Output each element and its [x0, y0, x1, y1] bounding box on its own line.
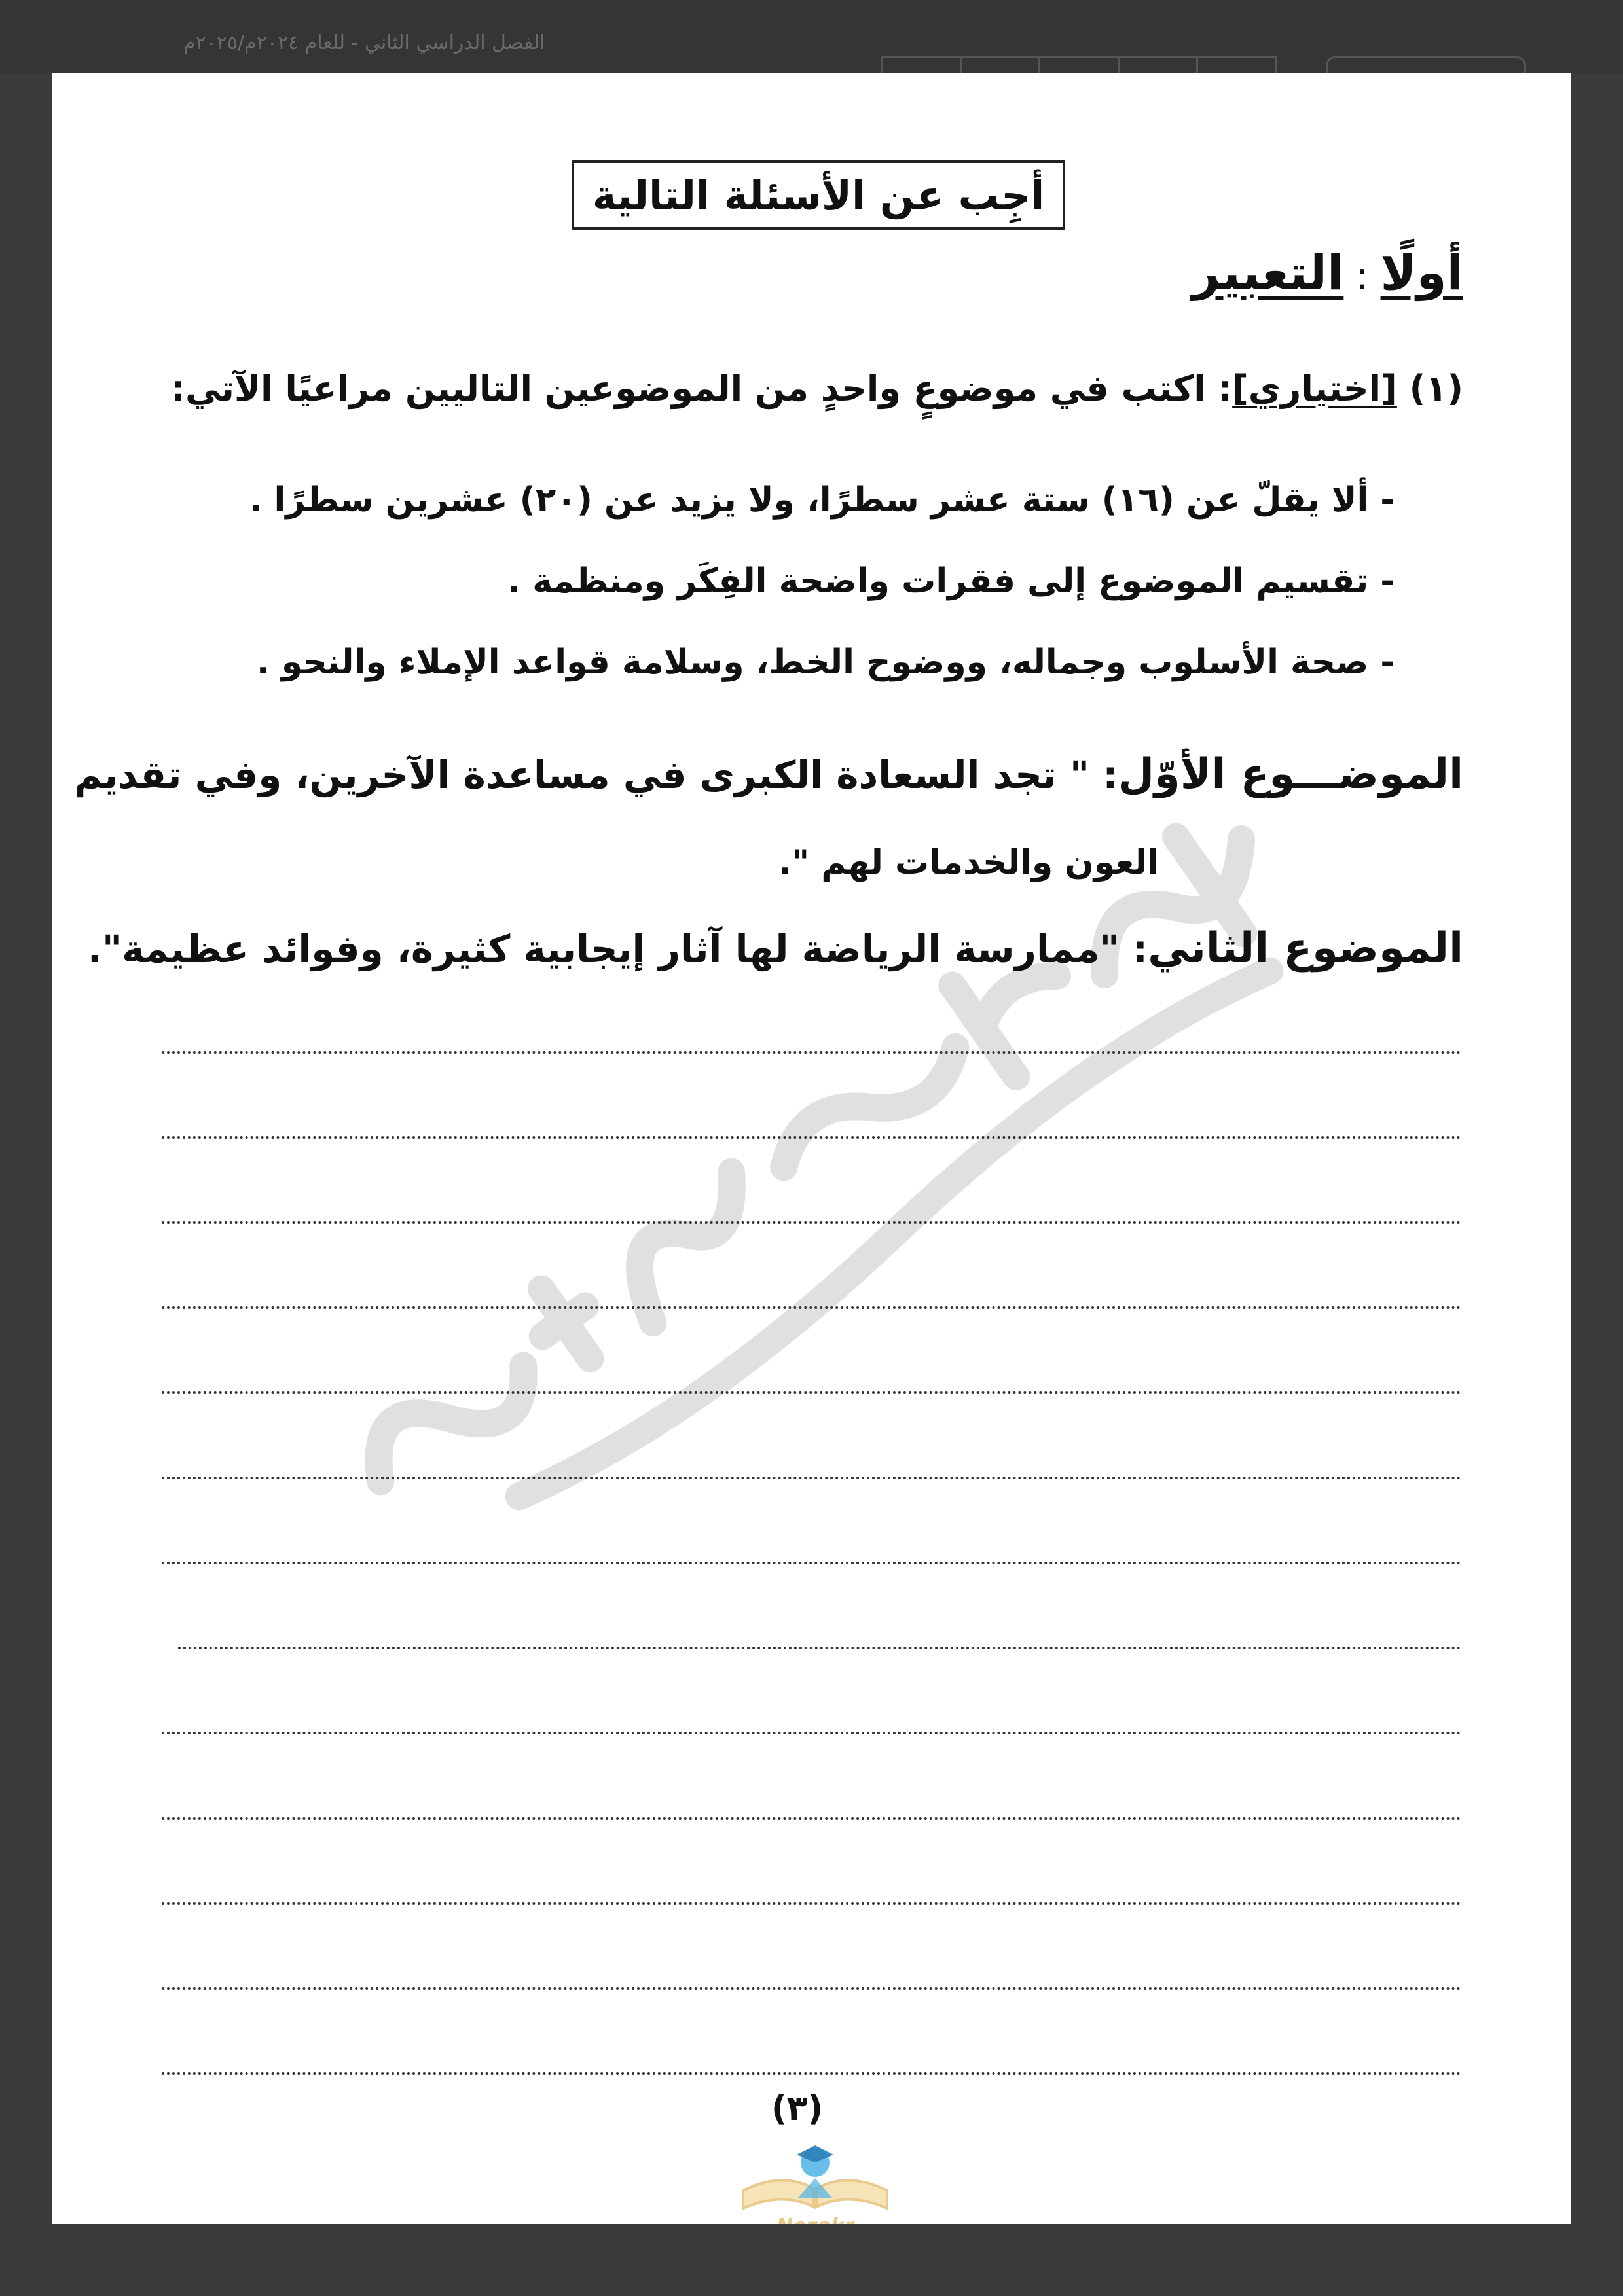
header-strip-text: الفصل الدراسي الثاني - للعام ٢٠٢٤م/٢٠٢٥م — [183, 31, 545, 54]
topic-second-label: الموضوع الثاني — [1148, 924, 1463, 973]
topic-first-continuation: العون والخدمات لهم ". — [778, 843, 1159, 882]
answer-line[interactable] — [162, 1562, 1461, 1564]
page-number: (٣) — [771, 2089, 824, 2128]
question-line — [171, 368, 1463, 409]
instruction-bullet-2: - تقسيم الموضوع إلى فقرات واضحة الفِكَر ومنظمة . — [507, 562, 1395, 601]
section-title-separator: : — [1355, 253, 1369, 299]
instructions-heading: أجِب عن الأسئلة التالية — [572, 160, 1065, 230]
book-logo-icon — [717, 2128, 913, 2227]
answer-line[interactable] — [162, 1306, 1461, 1309]
question-text: : اكتب في موضوعٍ واحدٍ من الموضوعين التاليين مراعيًا الآتي: — [171, 368, 1233, 409]
topic-first-text: : " تجد السعادة الكبرى في مساعدة الآخرين، وفي تقديم — [74, 753, 1118, 797]
answer-line[interactable] — [162, 1221, 1461, 1224]
top-strip — [0, 0, 1623, 73]
instruction-bullet-3: - صحة الأسلوب وجماله، ووضوح الخط، وسلامة قواعد الإملاء والنحو . — [256, 643, 1395, 682]
answer-line[interactable] — [162, 1477, 1461, 1479]
watermark-icon — [183, 793, 1493, 1513]
topic-second — [88, 924, 1463, 973]
topic-first-label: الموضـــوع الأوّل — [1118, 750, 1463, 798]
answer-line[interactable] — [162, 1732, 1461, 1734]
topic-second-text: : "ممارسة الرياضة لها آثار إيجابية كثيرة، وفوائد عظيمة". — [87, 927, 1148, 971]
question-number: (١) — [1409, 368, 1463, 409]
section-title — [1192, 245, 1463, 301]
answer-line[interactable] — [162, 2072, 1461, 2075]
section-title-first: أولًا — [1380, 245, 1463, 301]
question-tag: [اختياري] — [1232, 368, 1397, 409]
instruction-bullet-1: - ألا يقلّ عن (١٦) ستة عشر سطرًا، ولا يزيد عن (٢٠) عشرين سطرًا . — [249, 480, 1395, 520]
topic-first — [74, 750, 1463, 798]
answer-line[interactable] — [178, 1647, 1461, 1649]
answer-line[interactable] — [162, 1136, 1461, 1139]
answer-line[interactable] — [162, 1051, 1461, 1054]
document-page — [52, 73, 1571, 2224]
section-title-subject: التعبير — [1192, 245, 1344, 301]
answer-line[interactable] — [162, 1817, 1461, 1820]
answer-line[interactable] — [162, 1987, 1461, 1990]
answer-line[interactable] — [162, 1391, 1461, 1394]
bottom-strip — [0, 2224, 1623, 2296]
answer-line[interactable] — [162, 1902, 1461, 1905]
